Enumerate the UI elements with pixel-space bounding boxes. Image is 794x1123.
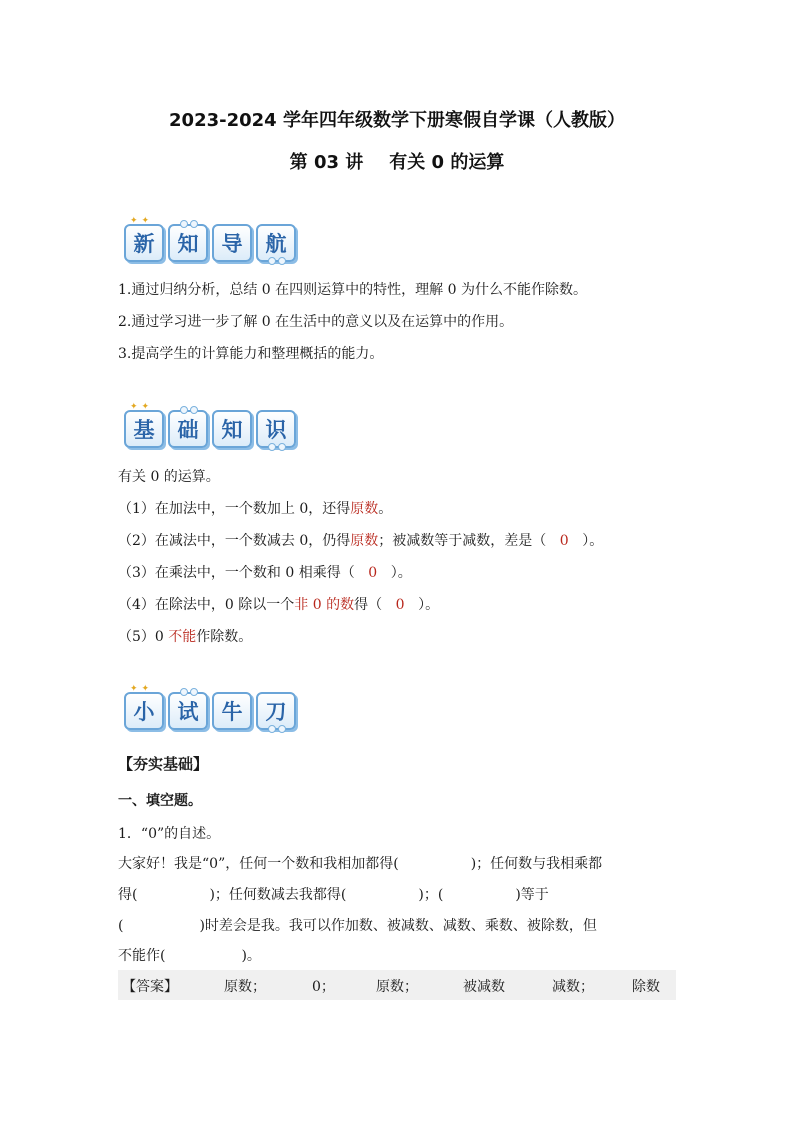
- answer-item: 原数；: [376, 979, 418, 995]
- document-title: 2023-2024 学年四年级数学下册寒假自学课（人教版）: [169, 110, 625, 131]
- answer-item: 0；: [312, 979, 335, 995]
- rule-3: （3）在乘法中，一个数和 0 相乘得（ 0 ）。: [118, 565, 412, 581]
- question-1-line-1: 大家好！我是“0”，任何一个数和我相加都得( )；任何数与我相乘都: [118, 856, 603, 872]
- rule-1: （1）在加法中，一个数加上 0，还得原数。: [118, 501, 393, 517]
- section-badge-practice: [124, 684, 296, 732]
- bubble-icon: [268, 725, 286, 733]
- question-1-title: 1．“0”的自述。: [118, 826, 221, 842]
- badge-char: ✦✦ 基: [124, 410, 164, 448]
- objective-2: 2.通过学习进一步了解 0 在生活中的意义以及在运算中的作用。: [118, 314, 514, 330]
- answer-item: 原数；: [224, 979, 266, 995]
- sparkle-icon: ✦✦: [130, 684, 154, 694]
- answer-item: 被减数: [463, 979, 505, 995]
- rule-4: （4）在除法中，0 除以一个非 0 的数得（ 0 ）。: [118, 597, 440, 613]
- question-1-line-3: ( )时差会是我。我可以作加数、被减数、减数、乘数、被除数，但: [118, 918, 597, 934]
- lecture-title: [0, 148, 794, 174]
- bubble-icon: [268, 443, 286, 451]
- answer-value: 0: [368, 565, 378, 581]
- bubble-icon: [180, 688, 198, 696]
- lecture-number: 第 03 讲: [289, 152, 364, 173]
- rule-2: （2）在减法中，一个数减去 0，仍得原数；被减数等于减数，差是（ 0 ）。: [118, 533, 604, 549]
- badge-char: 牛: [212, 692, 252, 730]
- bubble-icon: [180, 220, 198, 228]
- sparkle-icon: ✦✦: [130, 402, 154, 412]
- bubble-icon: [268, 257, 286, 265]
- badge-char: 航: [256, 224, 296, 262]
- section-badge-basic-knowledge: [124, 402, 296, 450]
- answer-label: 【答案】: [122, 979, 178, 995]
- objective-3: 3.提高学生的计算能力和整理概括的能力。: [118, 346, 384, 362]
- question-type-heading: 一、填空题。: [118, 793, 202, 809]
- question-1-line-2: 得( )；任何数减去我都得( )；( )等于: [118, 887, 549, 903]
- badge-char: ✦✦ 小: [124, 692, 164, 730]
- badge-char: 刀: [256, 692, 296, 730]
- badge-char: 础: [168, 410, 208, 448]
- badge-char: 试: [168, 692, 208, 730]
- subsection-heading: 【夯实基础】: [118, 755, 209, 773]
- sparkle-icon: ✦✦: [130, 216, 154, 226]
- answer-item: 除数: [632, 979, 660, 995]
- bubble-icon: [180, 406, 198, 414]
- badge-char: 知: [168, 224, 208, 262]
- answer-value: 0: [395, 597, 405, 613]
- question-1-line-4: 不能作( )。: [118, 948, 261, 964]
- rule-5: （5）0 不能作除数。: [118, 629, 253, 645]
- lecture-topic: 有关 0 的运算: [389, 152, 505, 173]
- badge-char: ✦✦ 新: [124, 224, 164, 262]
- answer-item: 减数；: [552, 979, 594, 995]
- basics-intro: 有关 0 的运算。: [118, 469, 220, 485]
- badge-char: 导: [212, 224, 252, 262]
- answer-bar: [118, 970, 676, 1000]
- badge-char: 识: [256, 410, 296, 448]
- badge-char: 知: [212, 410, 252, 448]
- answer-value: 0: [559, 533, 569, 549]
- objective-1: 1.通过归纳分析，总结 0 在四则运算中的特性，理解 0 为什么不能作除数。: [118, 282, 587, 298]
- section-badge-new-knowledge: [124, 216, 296, 264]
